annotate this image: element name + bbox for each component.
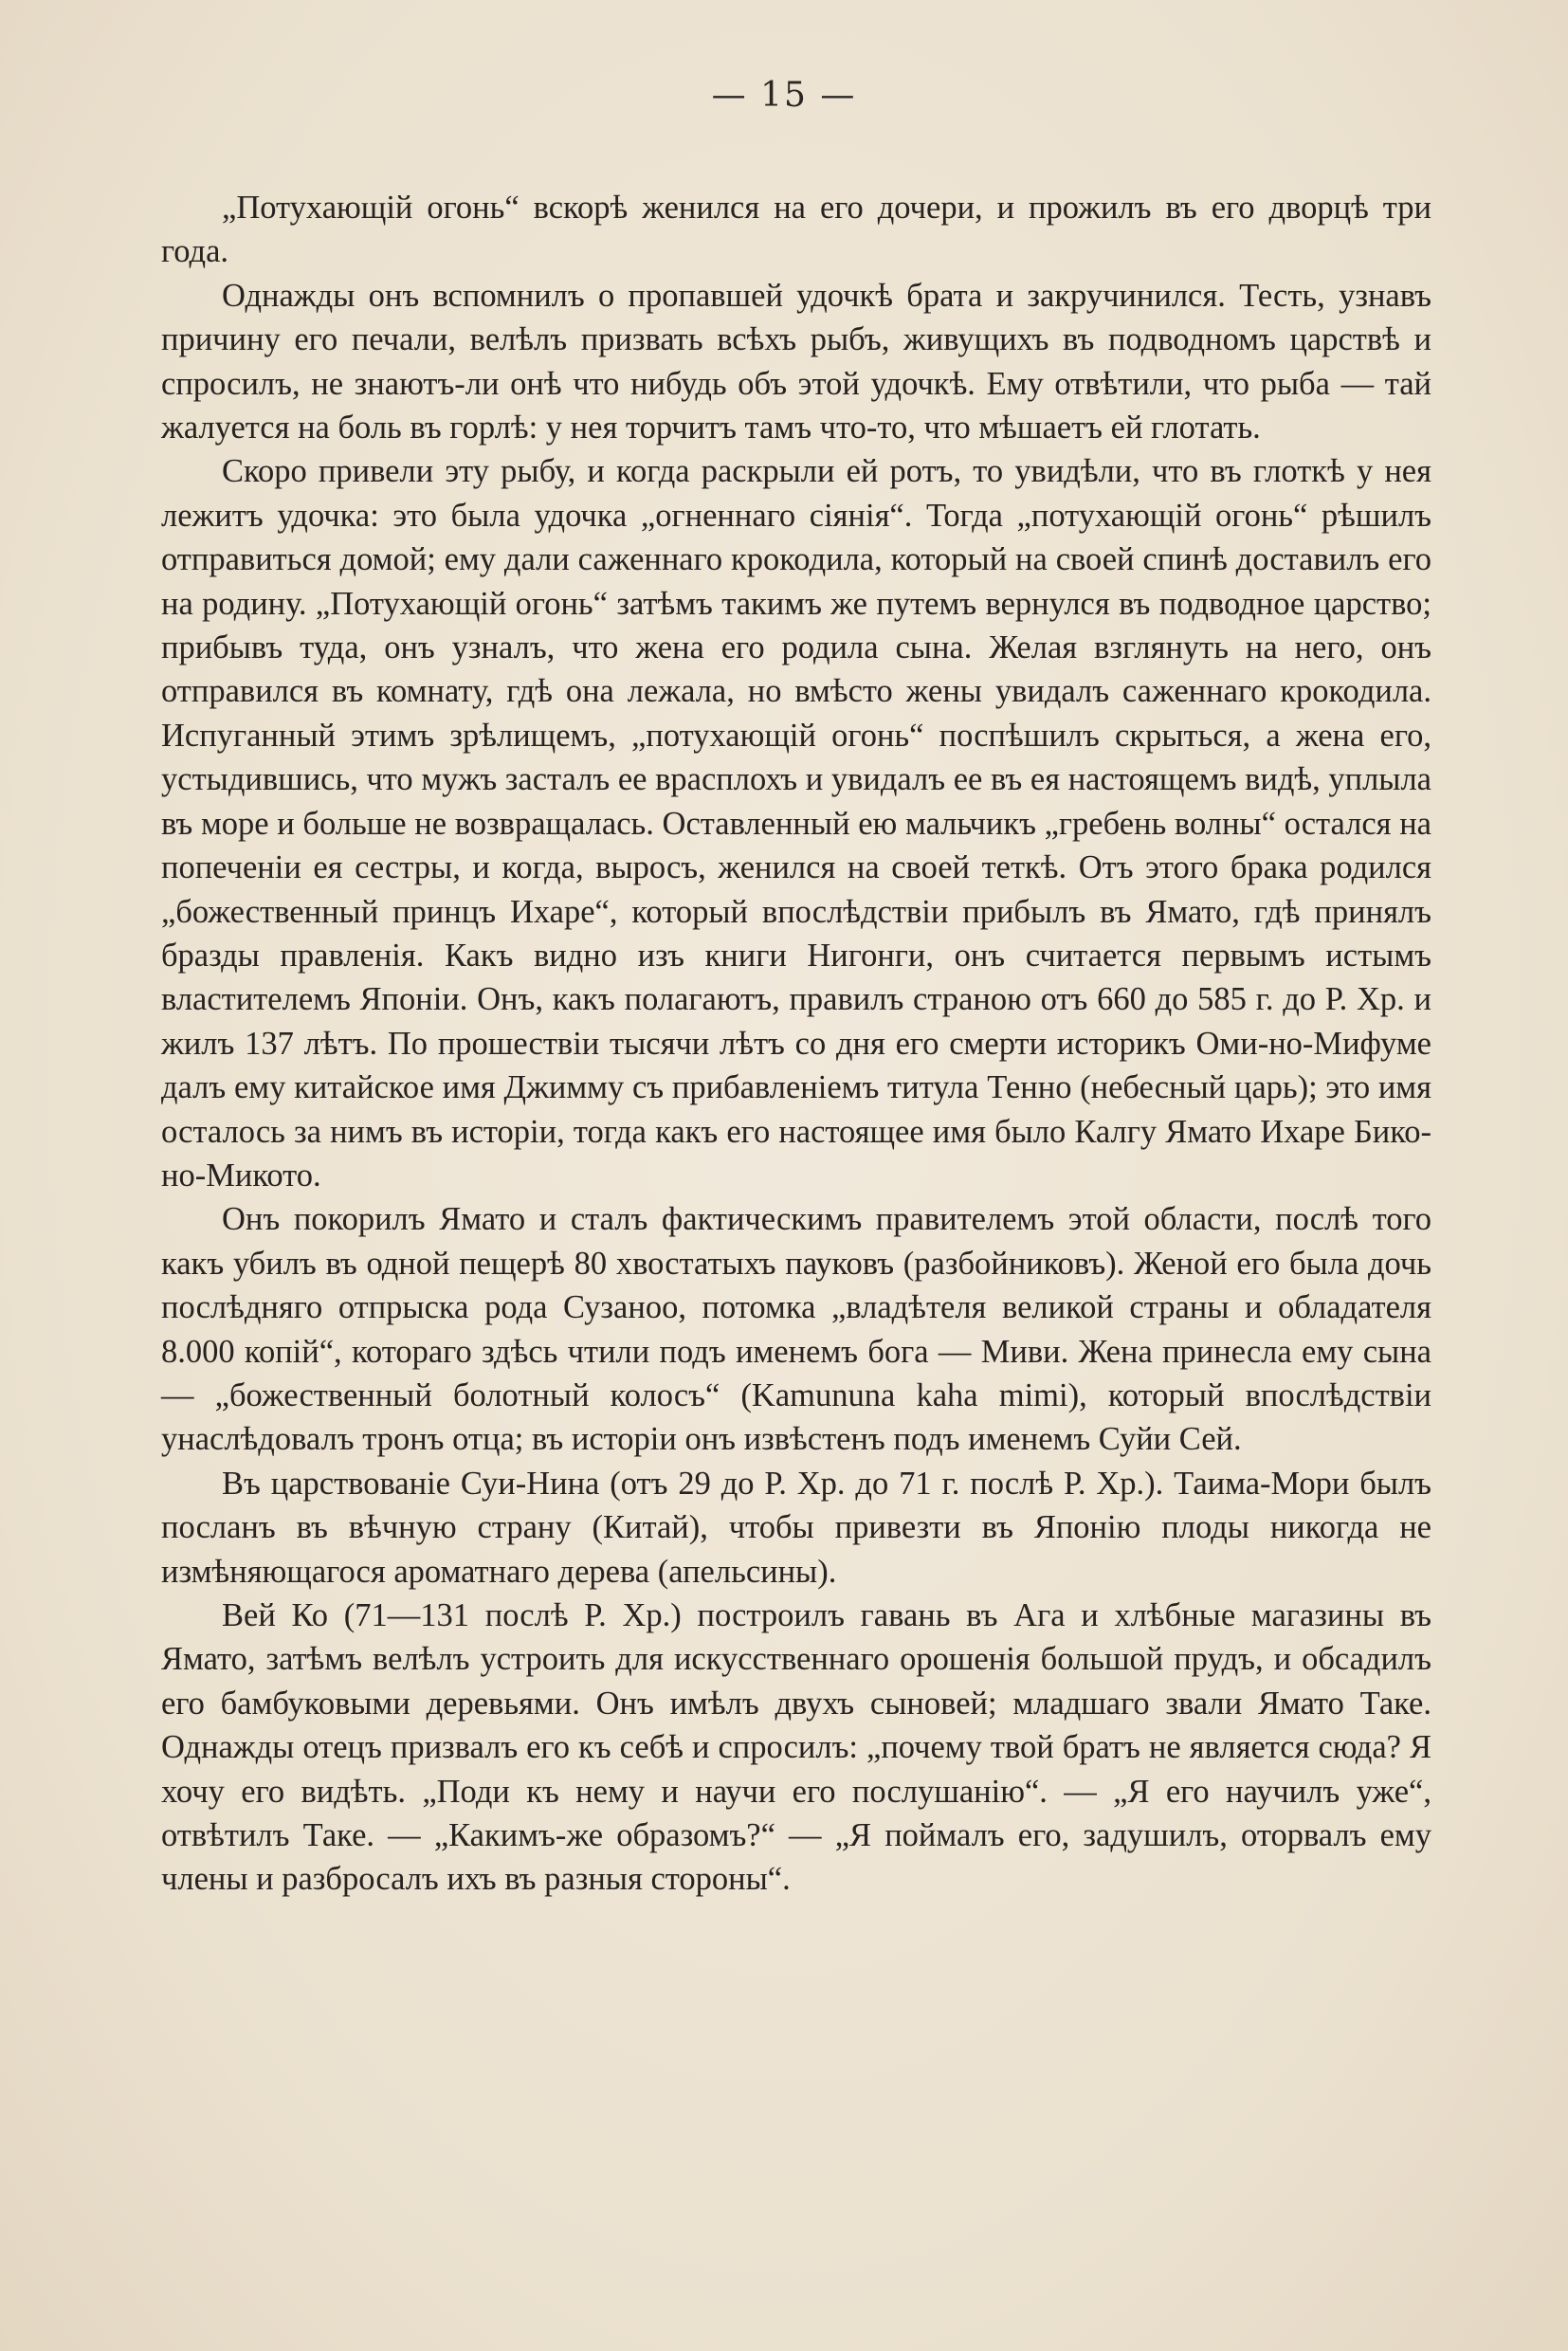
paragraph-1: „Потухающій огонь“ вскорѣ женился на его дочери, и прожилъ въ его дворцѣ три года. xyxy=(161,190,1431,270)
paragraph-4: Онъ покорилъ Ямато и сталъ фактическимъ правителемъ этой области, послѣ того какъ убилъ въ одной пещерѣ 80 хвостатыхъ пауковъ (разбойниковъ). Женой его была дочь послѣдняго отпрыска рода Сузаноо, потомка „владѣтеля великой страны и обладателя 8.000 копій“, котораго здѣсь чтили подъ именемъ бога — Миви. Жена принесла ему сына — „божественный болотный колосъ“ (Kamununa kaha mimi), который впослѣдствіи унаслѣдовалъ тронъ отца; въ исторіи онъ извѣстенъ подъ именемъ Суйи Сей. xyxy=(161,1201,1431,1458)
body-text xyxy=(161,186,1431,1902)
paragraph-2: Однажды онъ вспомнилъ о пропавшей удочкѣ брата и закручинился. Тесть, узнавъ причину его печали, велѣлъ призвать всѣхъ рыбъ, живущихъ въ подводномъ царствѣ и спросилъ, не знаютъ-ли онѣ что нибудь объ этой удочкѣ. Ему отвѣтили, что рыба — тай жалуется на боль въ горлѣ: у нея торчитъ тамъ что-то, что мѣшаетъ ей глотать. xyxy=(161,277,1431,447)
paragraph-5: Въ царствованіе Суи-Нина (отъ 29 до Р. Хр. до 71 г. послѣ Р. Хр.). Таима-Мори былъ посланъ въ вѣчную страну (Китай), чтобы привезти въ Японію плоды никогда не измѣняющагося ароматнаго дерева (апельсины). xyxy=(161,1465,1431,1590)
paragraph-6: Вей Ко (71—131 послѣ Р. Хр.) построилъ гавань въ Ага и хлѣбные магазины въ Ямато, затѣмъ велѣлъ устроить для искусственнаго орошенія большой прудъ, и обсадилъ его бамбуковыми деревьями. Онъ имѣлъ двухъ сыновей; младшаго звали Ямато Таке. Однажды отецъ призвалъ его къ себѣ и спросилъ: „почему твой братъ не является сюда? Я хочу его видѣть. „Поди къ нему и научи его послушанію“. — „Я его научилъ уже“, отвѣтилъ Таке. — „Какимъ-же образомъ?“ — „Я поймалъ его, задушилъ, оторвалъ ему члены и разбросалъ ихъ въ разныя стороны“. xyxy=(161,1597,1431,1898)
paragraph-3: Скоро привели эту рыбу, и когда раскрыли ей ротъ, то увидѣли, что въ глоткѣ у нея лежитъ удочка: это была удочка „огненнаго сіянія“. Тогда „потухающій огонь“ рѣшилъ отправиться домой; ему дали саженнаго крокодила, который на своей спинѣ доставилъ его на родину. „Потухающій огонь“ затѣмъ такимъ же путемъ вернулся въ подводное царство; прибывъ туда, онъ узналъ, что жена его родила сына. Желая взглянуть на него, онъ отправился въ комнату, гдѣ она лежала, но вмѣсто жены увидалъ саженнаго крокодила. Испуганный этимъ зрѣлищемъ, „потухающій огонь“ поспѣшилъ скрыться, а жена его, устыдившись, что мужъ засталъ ее врасплохъ и увидалъ ее въ ея настоящемъ видѣ, уплыла въ море и больше не возвращалась. Оставленный ею мальчикъ „гребень волны“ остался на попеченіи ея сестры, и когда, выросъ, женился на своей теткѣ. Отъ этого брака родился „божественный принцъ Ихаре“, который впослѣдствіи прибылъ въ Ямато, гдѣ принялъ бразды правленія. Какъ видно изъ книги Нигонги, онъ считается первымъ истымъ властителемъ Японіи. Онъ, какъ полагаютъ, правилъ страною отъ 660 до 585 г. до Р. Хр. и жилъ 137 лѣтъ. По прошествіи тысячи лѣтъ со дня его смерти историкъ Оми-но-Мифуме далъ ему китайское имя Джимму съ прибавленіемъ титула Тенно (небесный царь); это имя осталось за нимъ въ исторіи, тогда какъ его настоящее имя было Калгу Ямато Ихаре Бико-но-Микото. xyxy=(161,453,1431,1194)
page-number: — 15 — xyxy=(711,76,857,115)
